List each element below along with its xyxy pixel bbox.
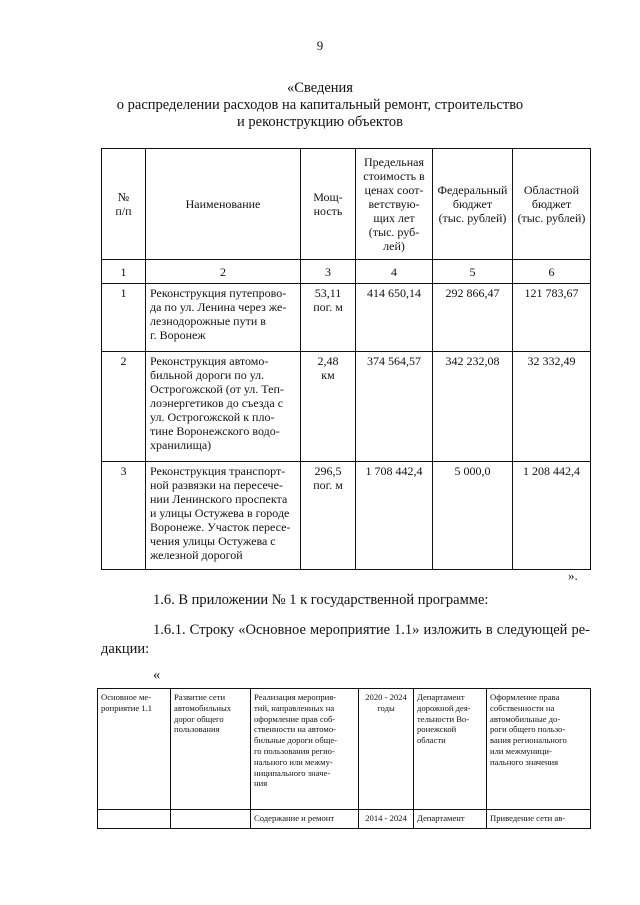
table-row: [102, 462, 591, 570]
column-numbering-row: [102, 260, 591, 284]
header-cell: № п/п: [102, 149, 146, 260]
regional-budget: 32 332,49: [513, 352, 591, 462]
header-cell: Мощ- ность: [301, 149, 356, 260]
activity-executor: Департамент: [414, 810, 487, 829]
column-number: 4: [356, 260, 433, 284]
header-cell: Федеральный бюджет (тыс. рублей): [433, 149, 513, 260]
column-number: 1: [102, 260, 146, 284]
header-cell: Наименование: [146, 149, 301, 260]
table-row: [102, 284, 591, 352]
object-name: Реконструкция транспорт- ной развязки на пересече- нии Ленинского проспекта и улицы Остужева в городе Воронеже. Участок пересе- чения улицы Остужева с железной дорогой: [146, 462, 301, 570]
capacity: 296,5 пог. м: [301, 462, 356, 570]
cost: 374 564,57: [356, 352, 433, 462]
activity-code: Основное ме- роприятие 1.1: [98, 689, 171, 810]
header-cell: Областной бюджет (тыс. рублей): [513, 149, 591, 260]
paragraph: 1.6.1. Строку «Основное мероприятие 1.1» изложить в следующей ре-: [153, 622, 590, 638]
activity-result: Приведение сети ав-: [487, 810, 591, 829]
table-row: [98, 810, 591, 829]
table-row: [102, 352, 591, 462]
table-header-row: [102, 149, 591, 260]
activity-title: [171, 810, 251, 829]
activity-executor: Департамент дорожной дея- тельности Во- ронежской области: [414, 689, 487, 810]
title-line: и реконструкцию объектов: [237, 114, 403, 130]
paragraph: дакции:: [101, 641, 150, 657]
federal-budget: 292 866,47: [433, 284, 513, 352]
page-number: 9: [316, 38, 324, 53]
column-number: 3: [301, 260, 356, 284]
activity-period: 2014 - 2024: [359, 810, 414, 829]
activity-description: Содержание и ремонт: [251, 810, 359, 829]
row-number: 2: [102, 352, 146, 462]
capacity: 53,11 пог. м: [301, 284, 356, 352]
row-number: 3: [102, 462, 146, 570]
closing-quote: ».: [568, 568, 578, 583]
title-line: «Сведения: [287, 80, 353, 96]
federal-budget: 342 232,08: [433, 352, 513, 462]
column-number: 5: [433, 260, 513, 284]
program-activity-table: [97, 688, 591, 829]
paragraph: 1.6. В приложении № 1 к государственной программе:: [153, 592, 489, 608]
federal-budget: 5 000,0: [433, 462, 513, 570]
column-number: 2: [146, 260, 301, 284]
activity-title: Развитие сети автомобильных дорог общего пользования: [171, 689, 251, 810]
object-name: Реконструкция автомо- бильной дороги по ул. Острогожской (от ул. Теп- лоэнергетиков до съезда с ул. Острогожской к пло- тине Воронежского водо- хранилища): [146, 352, 301, 462]
regional-budget: 121 783,67: [513, 284, 591, 352]
activity-period: 2020 - 2024 годы: [359, 689, 414, 810]
row-number: 1: [102, 284, 146, 352]
activity-code: [98, 810, 171, 829]
regional-budget: 1 208 442,4: [513, 462, 591, 570]
opening-quote: «: [153, 667, 161, 683]
object-name: Реконструкция путепрово- да по ул. Ленина через же- лезнодорожные пути в г. Воронеж: [146, 284, 301, 352]
document-title: [60, 80, 580, 131]
cost: 414 650,14: [356, 284, 433, 352]
column-number: 6: [513, 260, 591, 284]
activity-description: Реализация мероприя- тий, направленных на оформление прав соб- ственности на автомо- бильные дороги обще- го пользования регио- нального или межму- ниципального значе- ния: [251, 689, 359, 810]
cost: 1 708 442,4: [356, 462, 433, 570]
table-row: [98, 689, 591, 810]
title-line: о распределении расходов на капитальный ремонт, строительство: [116, 97, 524, 113]
activity-result: Оформление права собственности на автомобильные до- роги общего пользо- вания регионального или межмуници- пального значения: [487, 689, 591, 810]
capacity: 2,48 км: [301, 352, 356, 462]
expenditure-table: [101, 148, 591, 570]
header-cell: Предельная стоимость в ценах соот- ветствую- щих лет (тыс. руб- лей): [356, 149, 433, 260]
